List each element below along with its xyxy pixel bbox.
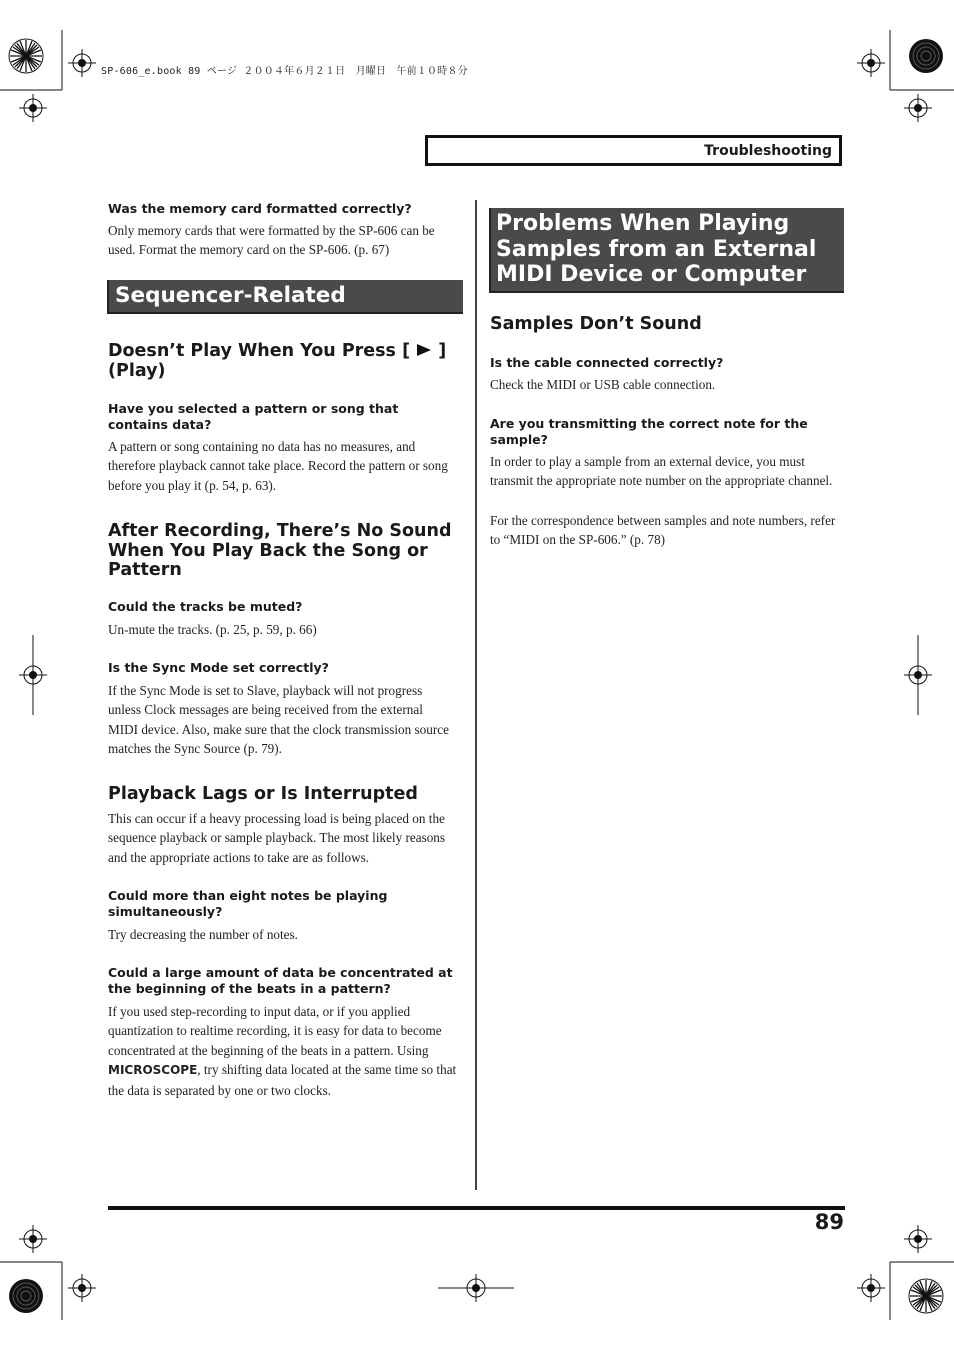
play-triangle-icon xyxy=(416,343,432,357)
external-midi-problems-banner: Problems When Playing Samples from an External MIDI Device or Computer xyxy=(489,208,844,293)
question-cable-connected: Is the cable connected correctly? xyxy=(490,355,724,370)
footer-rule xyxy=(108,1206,845,1210)
answer-correct-note: In order to play a sample from an external device, you must transmit the appropriate note number on the appropriate channel. xyxy=(490,454,833,489)
answer-text-a: If you used step-recording to input data, or if you applied quantization to realtime recording, it is easy for data to become concentrated at the beginning of the beats in a pattern. Using xyxy=(108,1004,442,1058)
page-number: 89 xyxy=(814,1210,844,1234)
column-divider xyxy=(475,200,477,1190)
section-playback-lags-title: Playback Lags or Is Interrupted xyxy=(108,784,418,804)
question-tracks-muted: Could the tracks be muted? xyxy=(108,599,303,614)
section-no-sound-title: After Recording, There’s No Sound When You Play Back the Song or Pattern xyxy=(108,521,452,580)
question-sync-mode: Is the Sync Mode set correctly? xyxy=(108,660,329,675)
running-head: Troubleshooting xyxy=(704,143,832,159)
intro-question: Was the memory card formatted correctly? xyxy=(108,201,412,216)
playback-lags-intro: This can occur if a heavy processing load is being placed on the sequence playback or sample playback. The most likely reasons and the appropriate actions to take are as follows. xyxy=(108,811,446,865)
answer-cable-connected: Check the MIDI or USB cable connection. xyxy=(490,377,716,392)
microscope-label: MICROSCOPE xyxy=(108,1063,198,1078)
answer-note-reference: For the correspondence between samples and note numbers, refer to “MIDI on the SP-606.” (p. 78) xyxy=(490,513,836,548)
answer-eight-notes: Try decreasing the number of notes. xyxy=(108,927,298,942)
answer-pattern-data: A pattern or song containing no data has no measures, and therefore playback cannot take place. Record the pattern or song before you play it (p. 54, p. 63). xyxy=(108,439,448,493)
answer-sync-mode: If the Sync Mode is set to Slave, playback will not progress unless Clock messages are being received from the external MIDI device. Also, make sure that the clock transmission source matches the Sync Source (p. 79). xyxy=(108,683,449,757)
title-part-a: Doesn’t Play When You Press [ xyxy=(108,341,411,361)
answer-data-concentrated xyxy=(108,1002,463,1100)
question-eight-notes: Could more than eight notes be playing simultaneously? xyxy=(108,888,388,919)
answer-text-c: , try shifting data located at the same time so that the data is separated by one or two clocks. xyxy=(108,1062,457,1098)
section-samples-dont-sound-title: Samples Don’t Sound xyxy=(490,314,702,334)
sequencer-problems-banner: Sequencer-Related Problems xyxy=(107,280,463,314)
running-head-box xyxy=(425,135,842,166)
intro-paragraph: Only memory cards that were formatted by the SP-606 can be used. Format the memory card on the SP-606. (p. 67) xyxy=(108,223,435,258)
print-header-note: SP-606_e.book 89 ページ ２００４年６月２１日 月曜日 午前１０時８分 xyxy=(101,66,468,77)
title-part-c: (Play) xyxy=(108,360,166,381)
section-doesnt-play-title xyxy=(108,342,458,381)
title-part-b: ] xyxy=(438,341,447,361)
answer-tracks-muted: Un-mute the tracks. (p. 25, p. 59, p. 66) xyxy=(108,622,317,637)
question-pattern-data: Have you selected a pattern or song that contains data? xyxy=(108,401,399,432)
question-data-concentrated: Could a large amount of data be concentrated at the beginning of the beats in a pattern? xyxy=(108,965,453,996)
question-correct-note: Are you transmitting the correct note for the sample? xyxy=(490,416,808,447)
